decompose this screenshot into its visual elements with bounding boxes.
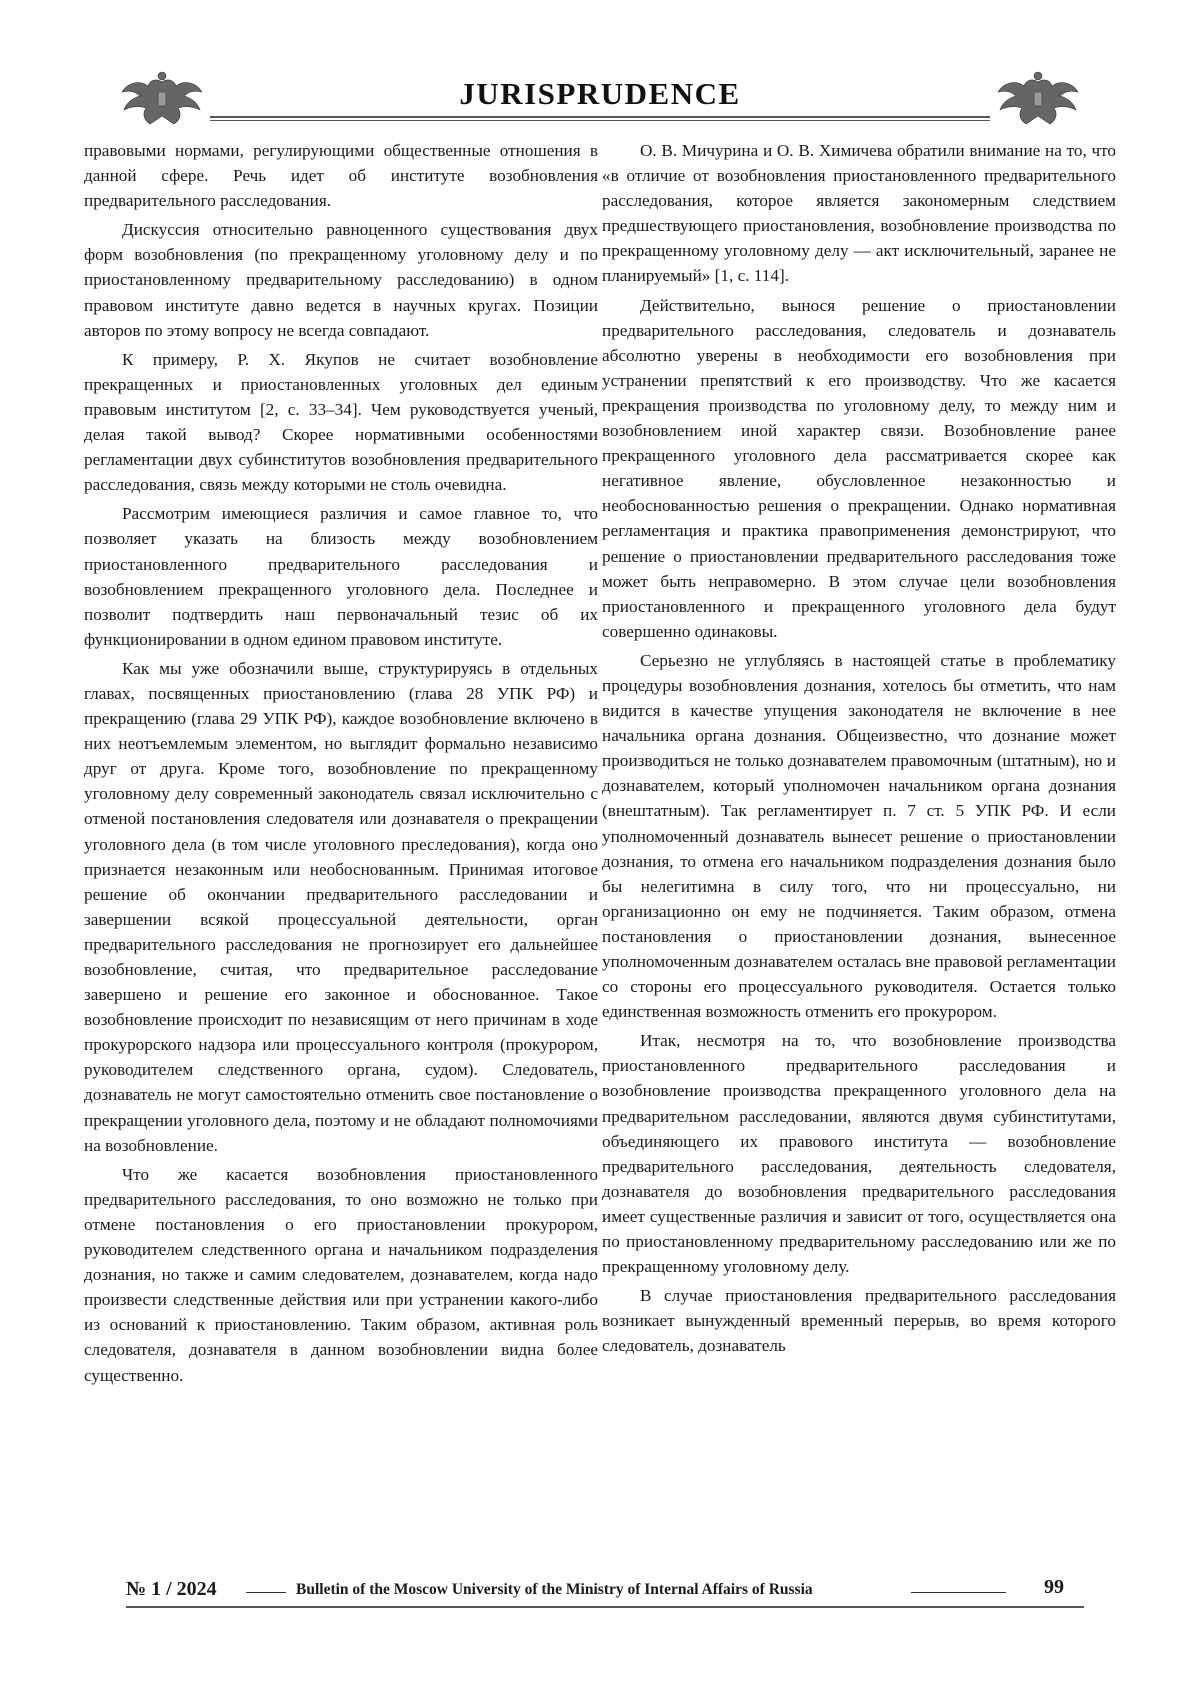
section-title: JURISPRUDENCE — [459, 76, 741, 111]
paragraph: К примеру, Р. Х. Якупов не считает возобновление прекращенных и приостановленных уголовных дел единым правовым институтом [2, с. 33–34]. Чем руководствуется ученый, делая такой вывод? Скорее нормативными особенностями регламентации двух субинститутов возобновления предварительного расследования, связь между которыми не столь очевидна. — [84, 349, 598, 495]
paragraph: Серьезно не углубляясь в настоящей статье в проблематику процедуры возобновления дознания, хотелось бы отметить, что нам видится в качестве упущения законодателя не включение в нее начальника органа дознания. Общеизвестно, что дознание может производиться не только дознавателем правомочным (штатным), но и дознавателем, который уполномочен начальником органа дознания (внештатным). Так регламентирует п. 7 ст. 5 УПК РФ. И если уполномоченный дознаватель вынесет решение о приостановлении дознания, то отмена его начальником подразделения дознания было бы нелегитимна в силу того, что ни процессуально, ни организационно он ему не подчиняется. Таким образом, отмена постановления о приостановлении дознания, вынесенное уполномоченным дознавателем осталась вне правовой регламентации со стороны его процессуального руководителя. Остается только единственная возможность отменить его прокурором. — [602, 650, 1116, 1022]
double-headed-eagle-emblem-icon — [996, 68, 1080, 128]
paragraph: Действительно, вынося решение о приостановлении предварительного расследования, следователь и дознаватель абсолютно уверены в необходимости его возобновления при устранении препятствий к его производству. Что же касается прекращения производства по уголовному делу, то между ним и возобновлением иной характер связи. Возобновление ранее прекращенного уголовного дела рассматривается скорее как негативное явление, обусловленное незаконностью и необоснованностью решения о прекращении. Однако нормативная регламентация и практика правоприменения демонстрируют, что решение о приостановлении предварительного расследования тоже может быть неправомерно. В этом случае цели возобновления приостановленного и прекращенного уголовного дела будут совершенно одинаковы. — [602, 295, 1116, 641]
footer-divider — [246, 1592, 286, 1593]
page-footer — [126, 1578, 1084, 1612]
page-number: 99 — [1044, 1576, 1064, 1598]
paragraph: О. В. Мичурина и О. В. Химичева обратили внимание на то, что «в отличие от возобновления приостановленного предварительного расследования, которое является закономерным следствием предшествующего приостановления, возобновление производства по прекращенному уголовному делу — акт исключительный, заранее не планируемый» [1, с. 114]. — [602, 141, 1116, 286]
paragraph: Дискуссия относительно равноценного существования двух форм возобновления (по прекращенному уголовному делу и по приостановленному предварительному расследованию) в одном правовом институте давно ведется в научных кругах. Позиции авторов по этому вопросу не всегда совпадают. — [84, 220, 598, 340]
paragraph: В случае приостановления предварительного расследования возникает вынужденный временный перерыв, во время которого следователь, дознаватель — [602, 1286, 1116, 1356]
paragraph: Как мы уже обозначили выше, структурируясь в отдельных главах, посвященных приостановлению (глава 28 УПК РФ) и прекращению (глава 29 УПК РФ), каждое возобновление включено в них неотъемлемым элементом, но выглядит формально независимо друг от друга. Кроме того, возобновление по прекращенному уголовному делу современный законодатель связал исключительно с отменой постановления следователя или дознавателя о прекращении уголовного дела (в том числе уголовного преследования), когда оно признается незаконным или необоснованным. Принимая итоговое решение об окончании предварительного расследовании и завершении всякой процессуальной деятельности, орган предварительного расследования не прогнозирует его дальнейшее возобновление, считая, что предварительное расследование завершено и решение его законное и обоснованное. Такое возобновление происходит по независящим от него причинам в ходе прокурорского надзора или процессуального контроля (прокурором, руководителем следственного органа, судом). Следователь, дознаватель не могут самостоятельно отменить свое постановление о прекращении уголовного дела, поэтому и не обладают полномочиями на возобновление. — [84, 658, 598, 1155]
journal-name: Bulletin of the Moscow University of the Ministry of Internal Affairs of Russia — [296, 1581, 813, 1598]
paragraph: Рассмотрим имеющиеся различия и самое главное то, что позволяет указать на близость между возобновлением приостановленного предварительного расследования и возобновлением прекращенного уголовного дела. Последнее и позволит подтвердить наш первоначальный тезис об их функционировании в одном едином правовом институте. — [84, 504, 598, 649]
header-rule — [210, 116, 990, 121]
right-text-column — [602, 138, 1116, 1586]
footer-divider — [911, 1592, 1006, 1593]
page-header — [120, 68, 1080, 128]
left-text-column — [84, 138, 598, 1586]
footer-rule — [126, 1606, 1084, 1608]
paragraph: Итак, несмотря на то, что возобновление производства приостановленного предварительного расследования и возобновление производства прекращенного уголовного дела на предварительном расследовании, являются двумя субинститутами, объединяющего их правового института — возобновление предварительного расследования, деятельность следователя, дознавателя до возобновления предварительного расследования имеет существенные различия и зависит от того, осуществляется она по приостановленному предварительному расследованию или же по прекращенному уголовному делу. — [602, 1031, 1116, 1277]
paragraph: правовыми нормами, регулирующими общественные отношения в данной сфере. Речь идет об институте возобновления предварительного расследования. — [84, 141, 598, 211]
paragraph: Что же касается возобновления приостановленного предварительного расследования, то оно возможно не только при отмене постановления о его приостановлении прокурором, руководителем следственного органа и начальником подразделения дознания, но также и самим следователем, дознавателем, когда надо произвести следственные действия или при устранении какого-либо из оснований к приостановлению. Таким образом, активная роль следователя, дознавателя в данном возобновлении видна более существенно. — [84, 1164, 598, 1385]
issue-number: № 1 / 2024 — [126, 1578, 217, 1600]
